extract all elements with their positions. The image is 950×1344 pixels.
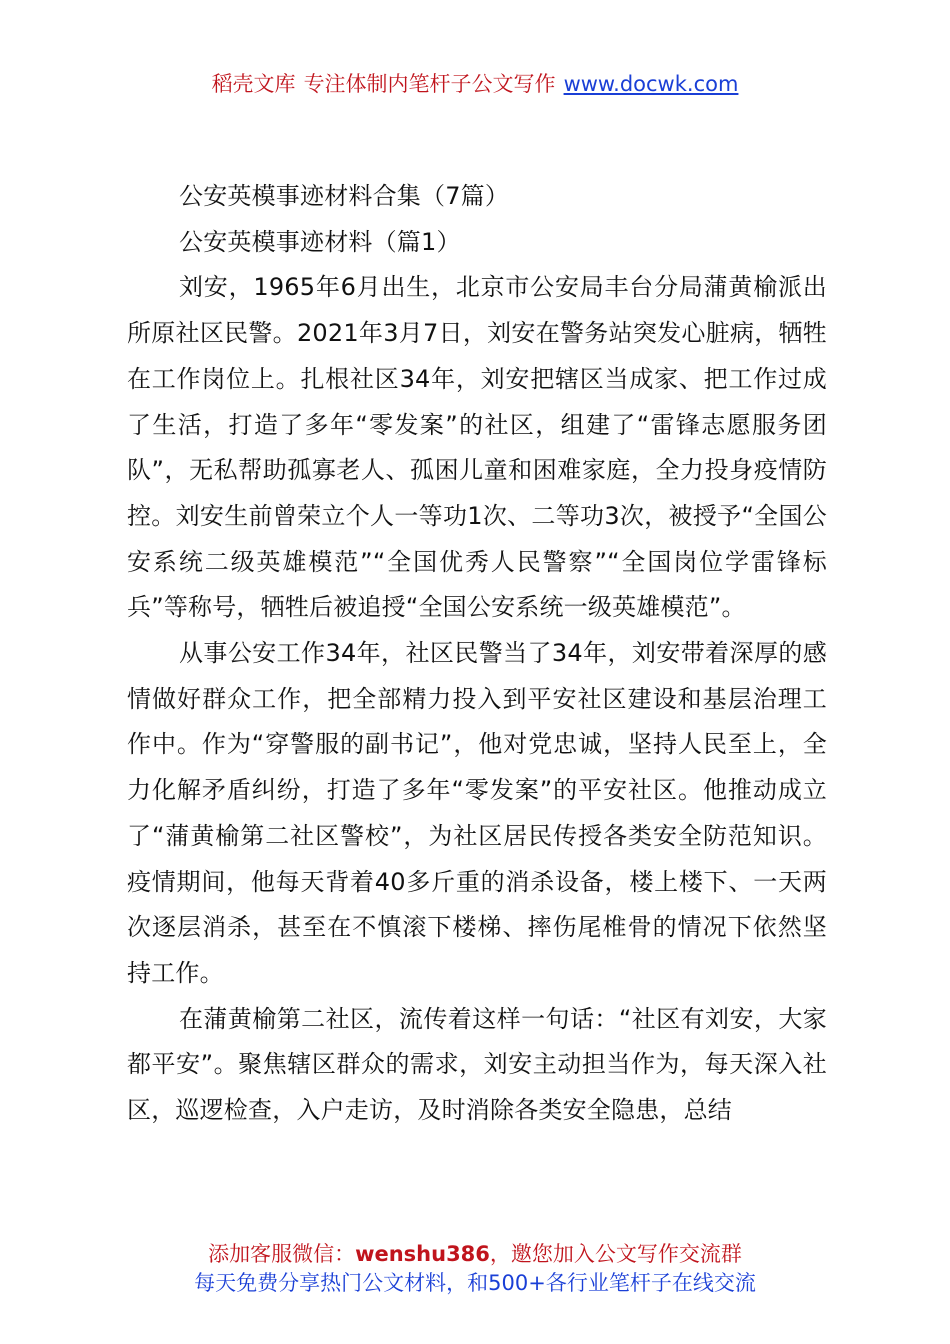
footer-contact-suffix: ，邀您加入公文写作交流群 — [489, 1242, 742, 1266]
part-title: 公安英模事迹材料（篇1） — [179, 227, 461, 256]
paragraph: 在蒲黄榆第二社区，流传着这样一句话：“社区有刘安，大家都平安”。聚焦辖区群众的需求，刘安主动担当作为，每天深入社区，巡逻检查，入户走访，及时消除各类安全隐患，总结 — [127, 1004, 827, 1125]
footer-contact-line — [0, 1240, 950, 1269]
header-url-link[interactable]: www.docwk.com — [563, 72, 739, 96]
document-body — [127, 174, 827, 1134]
footer-contact-prefix: 添加客服微信： — [208, 1242, 356, 1266]
paragraph: 从事公安工作34年，社区民警当了34年，刘安带着深厚的感情做好群众工作，把全部精力投入到平安社区建设和基层治理工作中。作为“穿警服的副书记”，他对党忠诚，坚持人民至上，全力化解矛盾纠纷，打造了多年“零发案”的平安社区。他推动成立了“蒲黄榆第二社区警校”，为社区居民传授各类安全防范知识。疫情期间，他每天背着40多斤重的消杀设备，楼上楼下、一天两次逐层消杀，甚至在不慎滚下楼梯、摔伤尾椎骨的情况下依然坚持工作。 — [127, 639, 827, 987]
footer-promo-line: 每天免费分享热门公文材料，和500+各行业笔杆子在线交流 — [194, 1271, 756, 1295]
page-header — [0, 68, 950, 100]
wechat-id: wenshu386 — [355, 1242, 490, 1266]
header-brand: 稻壳文库 — [211, 72, 296, 96]
collection-title: 公安英模事迹材料合集（7篇） — [179, 182, 510, 210]
paragraph: 刘安，1965年6月出生，北京市公安局丰台分局蒲黄榆派出所原社区民警。2021年3月7日，刘安在警务站突发心脏病，牺牲在工作岗位上。扎根社区34年，刘安把辖区当成家、把工作过成了生活，打造了多年“零发案”的社区，组建了“雷锋志愿服务团队”，无私帮助孤寡老人、孤困儿童和困难家庭，全力投身疫情防控。刘安生前曾荣立个人一等功1次、二等功3次，被授予“全国公安系统二级英雄模范”“全国优秀人民警察”“全国岗位学雷锋标兵”等称号，牺牲后被追授“全国公安系统一级英雄模范”。 — [127, 273, 827, 622]
page-footer — [0, 1240, 950, 1298]
header-slogan: 专注体制内笔杆子公文写作 — [303, 72, 556, 96]
